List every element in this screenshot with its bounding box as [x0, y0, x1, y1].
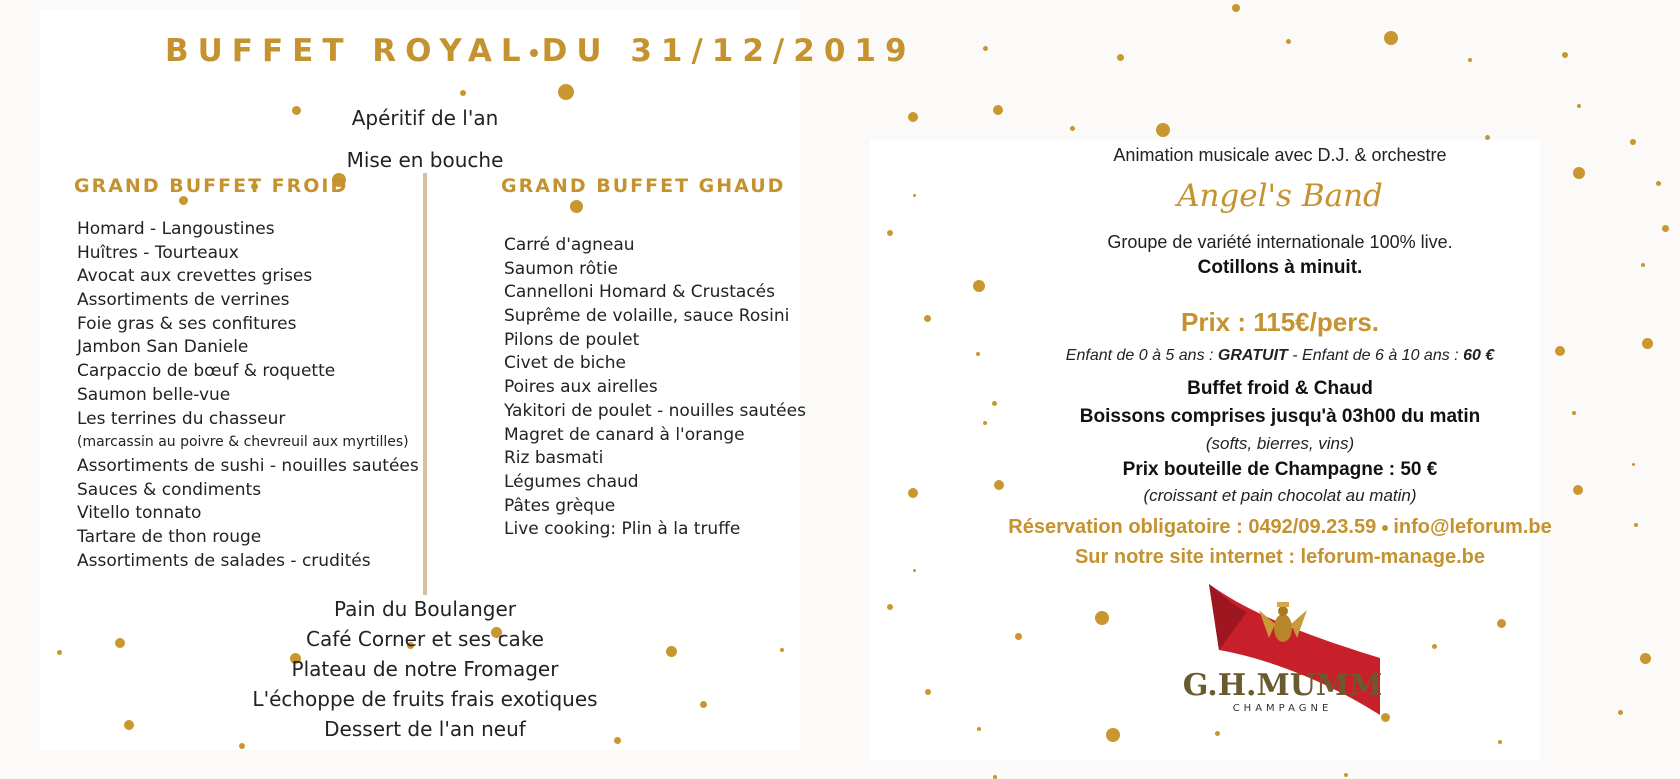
gold-dot	[1634, 523, 1638, 527]
drinks-note: (softs, bierres, vins)	[1205, 434, 1355, 453]
reservation-line	[1000, 516, 1560, 539]
hot-buffet-title: GRAND BUFFET GHAUD	[501, 175, 786, 197]
child2-label: - Enfant de 6 à 10 ans :	[1287, 347, 1464, 364]
reservation-phone: Réservation obligatoire : 0492/09.23.59	[1008, 516, 1377, 538]
hot-buffet-list	[504, 234, 806, 542]
gold-dot	[1232, 4, 1240, 12]
list-item: Suprême de volaille, sauce Rosini	[504, 306, 790, 327]
child1-value: GRATUIT	[1217, 347, 1288, 364]
list-item: Foie gras & ses confitures	[77, 313, 297, 334]
gold-dot	[1497, 619, 1506, 628]
list-item: Magret de canard à l'orange	[504, 424, 745, 445]
gold-dot	[1573, 167, 1585, 179]
column-divider	[423, 173, 427, 595]
list-item: Poires aux airelles	[504, 377, 658, 398]
gold-dot	[1015, 633, 1022, 640]
list-item: Huîtres - Tourteaux	[77, 242, 239, 263]
gold-dot	[993, 775, 997, 779]
list-item: Pilons de poulet	[504, 329, 640, 350]
gold-dot	[1632, 463, 1635, 466]
gold-dot	[1642, 338, 1653, 349]
price: Prix : 115€/pers.	[1180, 307, 1380, 337]
starter-mise-en-bouche: Mise en bouche	[346, 148, 504, 172]
gold-dot	[1577, 104, 1581, 108]
child2-value: 60 €	[1463, 347, 1495, 364]
gold-dot	[1662, 225, 1669, 232]
gold-dot	[1215, 731, 1220, 736]
list-item: Carpaccio de bœuf & roquette	[77, 361, 336, 382]
list-item: Jambon San Daniele	[77, 337, 249, 358]
gold-dot	[913, 569, 916, 572]
website-line[interactable]: Sur notre site internet : leforum-manage.be	[1074, 546, 1486, 568]
list-item: Homard - Langoustines	[77, 219, 275, 239]
gold-dot	[976, 352, 980, 356]
gold-dot	[1344, 773, 1348, 777]
champagne-price: Prix bouteille de Champagne : 50 €	[1122, 459, 1438, 480]
list-item: Avocat aux crevettes grises	[77, 266, 313, 287]
gold-dot	[925, 689, 931, 695]
cold-buffet-title: GRAND BUFFET FROID	[74, 175, 349, 197]
buffet-text: Buffet froid & Chaud	[1187, 378, 1373, 399]
list-item: Saumon rôtie	[504, 258, 618, 279]
animation-text: Animation musicale avec D.J. & orchestre	[1113, 145, 1447, 165]
list-item: Pâtes grèque	[504, 495, 616, 516]
gold-dot	[1573, 485, 1583, 495]
gold-dot	[977, 727, 981, 731]
gold-dot	[887, 230, 893, 236]
drinks-text: Boissons comprises jusqu'à 03h00 du matin	[1079, 406, 1481, 427]
reservation-email[interactable]: info@leforum.be	[1393, 516, 1552, 538]
separator-dot	[1382, 525, 1388, 531]
gold-dot	[1286, 39, 1291, 44]
gold-dot	[1384, 31, 1398, 45]
gold-dot	[924, 315, 931, 322]
gold-dot	[1641, 263, 1645, 267]
dessert-cafe: Café Corner et ses cake	[306, 627, 544, 651]
gold-dot	[993, 105, 1003, 115]
morning-note: (croissant et pain chocolat au matin)	[1143, 486, 1417, 505]
dessert-fromager: Plateau de notre Fromager	[291, 657, 559, 681]
cotillons-text: Cotillons à minuit.	[1197, 257, 1363, 278]
gold-dot	[1572, 411, 1576, 415]
gold-dot	[983, 421, 987, 425]
gold-dot	[1630, 139, 1636, 145]
gold-dot	[1432, 644, 1437, 649]
list-item: Carré d'agneau	[504, 235, 635, 255]
gold-dot	[913, 194, 916, 197]
gold-dot	[1562, 52, 1568, 58]
list-item: Assortiments de sushi - nouilles sautées	[77, 455, 419, 476]
gold-dot	[1156, 123, 1170, 137]
list-item: Cannelloni Homard & Crustacés	[504, 282, 775, 303]
list-item: Yakitori de poulet - nouilles sautées	[504, 400, 806, 421]
list-item: Assortiments de salades - crudités	[77, 550, 371, 571]
title-separator-dot	[530, 49, 538, 57]
gold-dot	[1618, 710, 1623, 715]
starter-aperitif: Apéritif de l'an	[351, 106, 499, 130]
gold-dot	[1498, 740, 1502, 744]
gold-dot	[1106, 728, 1120, 742]
list-item: Légumes chaud	[504, 471, 639, 492]
list-item: Assortiments de verrines	[77, 290, 290, 311]
gold-dot	[570, 200, 583, 213]
cold-buffet-list	[77, 218, 419, 573]
title-part-2: DU 31/12/2019	[541, 33, 916, 69]
gold-dot	[887, 604, 893, 610]
gold-dot	[1070, 126, 1075, 131]
child-pricing	[1000, 347, 1560, 365]
list-item: Les terrines du chasseur	[77, 408, 286, 429]
list-item: Sauces & condiments	[77, 479, 262, 500]
band-description: Groupe de variété internationale 100% live.	[1107, 232, 1453, 252]
gold-dot	[992, 401, 997, 406]
band-name: Angel's Band	[1177, 178, 1383, 214]
gold-dot	[460, 90, 466, 96]
list-item: Saumon belle-vue	[77, 384, 231, 405]
gold-dot	[983, 46, 988, 51]
dessert-nouvel-an: Dessert de l'an neuf	[324, 717, 526, 741]
gold-dot	[239, 743, 245, 749]
gold-dot	[1485, 135, 1490, 140]
list-item: Live cooking: Plin à la truffe	[504, 519, 741, 540]
gold-dot	[1468, 58, 1472, 62]
list-item: Tartare de thon rouge	[77, 526, 262, 547]
list-item: Vitello tonnato	[77, 503, 202, 524]
page-title	[165, 33, 916, 69]
list-item-note: (marcassin au poivre & chevreuil aux myrtilles)	[77, 434, 409, 451]
child1-label: Enfant de 0 à 5 ans :	[1065, 347, 1218, 364]
dessert-pain: Pain du Boulanger	[333, 597, 517, 621]
gold-dot	[1656, 181, 1661, 186]
list-item: Riz basmati	[504, 448, 604, 469]
mumm-logo	[1175, 580, 1390, 720]
list-item: Civet de biche	[504, 353, 626, 374]
gold-dot	[1640, 653, 1651, 664]
gold-dot	[558, 84, 574, 100]
logo-sub: CHAMPAGNE	[1232, 703, 1333, 714]
dessert-fruits: L'échoppe de fruits frais exotiques	[252, 687, 598, 711]
gold-dot	[908, 112, 918, 122]
gold-dot	[1117, 54, 1124, 61]
gold-dot	[908, 488, 918, 498]
logo-brand: G.H.MUMM	[1182, 668, 1383, 703]
gold-dot	[1095, 611, 1109, 625]
gold-dot	[973, 280, 985, 292]
title-part-1: BUFFET ROYAL	[165, 33, 530, 69]
